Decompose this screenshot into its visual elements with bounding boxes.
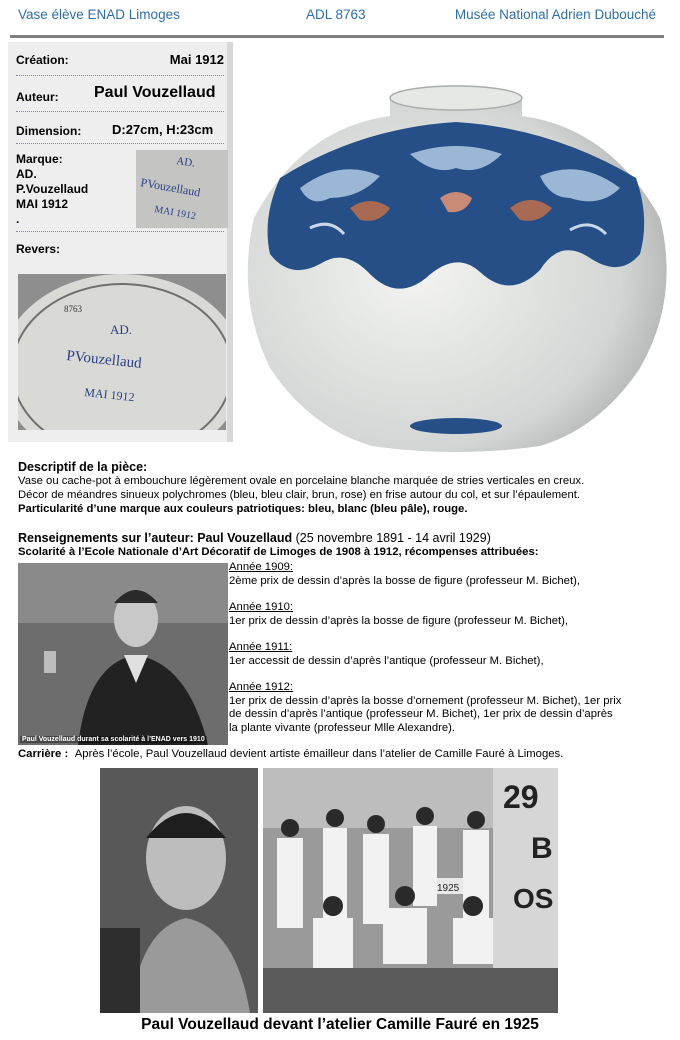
year-text: 1er accessit de dessin d’après l’antique (professeur M. Bichet), (229, 654, 544, 667)
creation-value: Mai 1912 (169, 52, 224, 67)
descriptif-line: Décor de méandres sinueux polychromes (bleu, bleu clair, brun, rose) en frise autour du col, et sur l’épaulement. (18, 489, 580, 501)
revers-photo-text: MAI 1912 (83, 385, 136, 405)
year-heading: Année 1911: (229, 641, 293, 653)
marque-row (16, 146, 224, 232)
year-text: la plante vivante (professeur Mlle Alexandre). (229, 721, 456, 734)
carriere-line (18, 748, 658, 760)
revers-photo-text: AD. (110, 322, 133, 337)
year-text: de dessin d’après l’antique (professeur M. Bichet), 1er prix de dessin d’après (229, 708, 613, 720)
creation-row (16, 44, 224, 76)
marque-line: . (16, 212, 20, 226)
year-heading: Année 1909: (229, 561, 294, 573)
atelier-sign-text: OS (513, 883, 554, 914)
auteur-heading (18, 531, 658, 545)
descriptif-section (18, 460, 658, 516)
year-text: 1er prix de dessin d’après la bosse de figure (professeur M. Bichet), (229, 614, 569, 627)
descriptif-particularite: Particularité d’une marque aux couleurs patriotiques: bleu, blanc (bleu pâle), rouge. (18, 503, 468, 515)
marque-line: AD. (16, 167, 37, 181)
atelier-caption: Paul Vouzellaud devant l’atelier Camille Fauré en 1925 (141, 1016, 539, 1033)
auteur-value: Paul Vouzellaud (94, 84, 216, 101)
revers-photo (18, 274, 226, 430)
marque-line: P.Vouzellaud (16, 182, 89, 196)
revers-photo-text: PVouzellaud (65, 348, 143, 372)
marque-photo-text: MAI 1912 (153, 204, 197, 223)
year-heading: Année 1912: (229, 681, 294, 693)
header-title: Vase élève ENAD Limoges (18, 7, 180, 22)
header-museum: Musée National Adrien Dubouché (454, 7, 656, 22)
auteur-row (16, 78, 224, 112)
auteur-title: Renseignements sur l’auteur: Paul Vouzellaud (18, 531, 293, 545)
descriptif-title: Descriptif de la pièce: (18, 460, 148, 474)
marque-text (16, 152, 88, 227)
portrait-caption: Paul Vouzellaud durant sa scolarité à l’ENAD vers 1910 (22, 736, 205, 743)
atelier-sign-text: 1925 (437, 883, 460, 894)
atelier-photo (263, 768, 558, 1013)
revers-label: Revers: (16, 242, 61, 256)
dimension-row (16, 114, 224, 144)
revers-photo-text: 8763 (64, 304, 82, 314)
carriere-label: Carrière : (18, 748, 69, 760)
marque-label: Marque: (16, 152, 63, 166)
year-text: 2ème prix de dessin d’après la bosse de figure (professeur M. Bichet), (229, 574, 581, 587)
page-header (0, 0, 680, 40)
marque-photo-text: PVouzellaud (139, 175, 202, 200)
dimension-value: D:27cm, H:23cm (112, 122, 214, 137)
creation-label: Création: (16, 53, 69, 67)
header-divider (10, 35, 664, 38)
auteur-dates: (25 novembre 1891 - 14 avril 1929) (295, 531, 491, 545)
info-panel (8, 42, 233, 442)
portrait-photo (18, 563, 228, 745)
descriptif-line: Vase ou cache-pot à embouchure légèrement ovale en porcelaine blanche marquée de stries verticales en creux. (18, 475, 585, 487)
vase-photo (240, 58, 672, 458)
dimension-label: Dimension: (16, 124, 82, 138)
atelier-sign-text: 29 (503, 779, 539, 815)
auteur-section (18, 531, 658, 559)
year-text: 1er prix de dessin d’après la bosse d’ornement (professeur M. Bichet), 1er prix (229, 694, 622, 707)
years-list (229, 561, 659, 735)
marque-photo (136, 150, 228, 228)
auteur-label: Auteur: (16, 90, 59, 104)
marque-photo-text: AD. (175, 155, 196, 170)
scolarite-line: Scolarité à l’Ecole Nationale d’Art Décoratif de Limoges de 1908 à 1912, récompenses attribuées: (18, 546, 539, 558)
closeup-photo (100, 768, 258, 1013)
marque-line: MAI 1912 (16, 197, 69, 211)
year-heading: Année 1910: (229, 601, 294, 613)
atelier-sign-text: B (531, 832, 553, 865)
header-reference: ADL 8763 (306, 7, 366, 22)
carriere-text: Après l’école, Paul Vouzellaud devient artiste émailleur dans l’atelier de Camille Fauré à Limoges. (74, 748, 564, 760)
